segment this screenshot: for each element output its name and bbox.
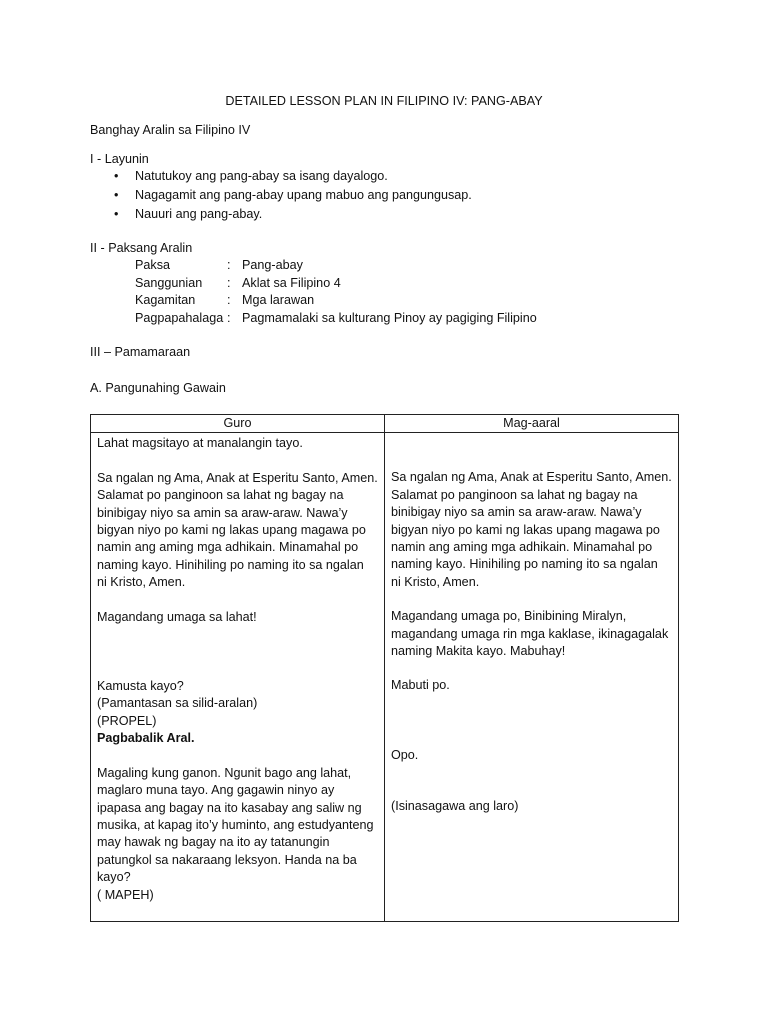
table-header-row (91, 415, 679, 433)
teacher-greeting: Magandang umaga sa lahat! (97, 609, 257, 624)
table-header-mag-aaral: Mag-aaral (385, 415, 679, 433)
table-row (91, 433, 679, 922)
topic-row (135, 292, 314, 309)
student-isinasagawa: (Isinasagawa ang laro) (391, 799, 519, 814)
topic-row (135, 310, 537, 327)
teacher-cell (91, 433, 385, 922)
section-heading-layunin: I - Layunin (90, 152, 149, 166)
topic-value: Aklat sa Filipino 4 (242, 276, 341, 290)
topic-label: Sanggunian (135, 276, 203, 290)
student-greeting: Magandang umaga po, Binibining Miralyn, magandang umaga rin mga kaklase, ikinagagalak naming Makita kayo. Mabuhay! (391, 609, 669, 659)
topic-value: Pang-abay (242, 258, 303, 272)
student-mabuti: Mabuti po. (391, 678, 450, 693)
topic-value: Pagmamalaki sa kulturang Pinoy ay pagiging Filipino (242, 311, 537, 325)
topic-label: Pagpapahalaga (135, 311, 224, 325)
teacher-prayer-call: Lahat magsitayo at manalangin tayo. (97, 436, 303, 451)
topic-label: Kagamitan (135, 293, 196, 307)
section-heading-paksang-aralin: II - Paksang Aralin (90, 241, 193, 255)
objective-text: Nauuri ang pang-abay. (135, 207, 263, 221)
topic-separator: : (227, 276, 231, 290)
section-heading-pamamaraan: III – Pamamaraan (90, 345, 191, 359)
topic-separator: : (227, 293, 231, 307)
bullet-icon: • (114, 169, 119, 183)
topic-separator: : (227, 311, 231, 325)
bullet-icon: • (114, 188, 119, 202)
objective-text: Natutukoy ang pang-abay sa isang dayalogo. (135, 169, 388, 183)
student-cell (385, 433, 679, 922)
topic-label: Paksa (135, 258, 171, 272)
teacher-prayer: Sa ngalan ng Ama, Anak at Esperitu Santo, Amen. Salamat po panginoon sa lahat ng bagay na binibigay niyo sa amin sa araw-araw. Nawa’y bigyan niyo po kami ng lakas upang magawa po namin ang aming mga adhikain. Minamahal po naming kayo. Hinihiling po naming ito sa ngalan ni Kristo, Amen. (97, 470, 378, 590)
section-heading-pangunahing-gawain: A. Pangunahing Gawain (90, 381, 226, 395)
bullet-icon: • (114, 207, 119, 221)
topic-row (135, 257, 303, 274)
lesson-table (90, 414, 679, 922)
document-subtitle: Banghay Aralin sa Filipino IV (90, 123, 251, 137)
objectives-list (90, 168, 472, 225)
student-opo: Opo. (391, 747, 419, 762)
objective-text: Nagagamit ang pang-abay upang mabuo ang pangungusap. (135, 188, 472, 202)
teacher-pagbabalik-aral: Pagbabalik Aral. (97, 731, 195, 746)
objective-item (90, 187, 472, 206)
teacher-game-instructions: Magaling kung ganon. Ngunit bago ang lahat, maglaro muna tayo. Ang gagawin ninyo ay ipapasa ang bagay na ito kasabay ang saliw ng musika, at kapag ito’y huminto, ang estudyanteng may hawak ng bagay na ito ay tatanungin patungkol sa nakaraang leksyon. Handa na ba kayo? ( MAPEH) (97, 765, 374, 902)
objective-item (90, 168, 472, 187)
document-title: DETAILED LESSON PLAN IN FILIPINO IV: PANG-ABAY (225, 94, 543, 108)
topic-separator: : (227, 258, 231, 272)
table-header-guro: Guro (91, 415, 385, 433)
topic-row (135, 275, 341, 292)
student-prayer: Sa ngalan ng Ama, Anak at Esperitu Santo, Amen. Salamat po panginoon sa lahat ng bagay na binibigay niyo sa amin sa araw-araw. Nawa’y bigyan niyo po kami ng lakas upang magawa po namin ang aming mga adhikain. Minamahal po naming kayo. Hinihiling po naming ito sa ngalan ni Kristo, Amen. (391, 470, 672, 589)
topic-value: Mga larawan (242, 293, 315, 307)
objective-item (90, 206, 472, 225)
teacher-kamusta: Kamusta kayo? (Pamantasan sa silid-aralan) (PROPEL) (97, 679, 258, 728)
